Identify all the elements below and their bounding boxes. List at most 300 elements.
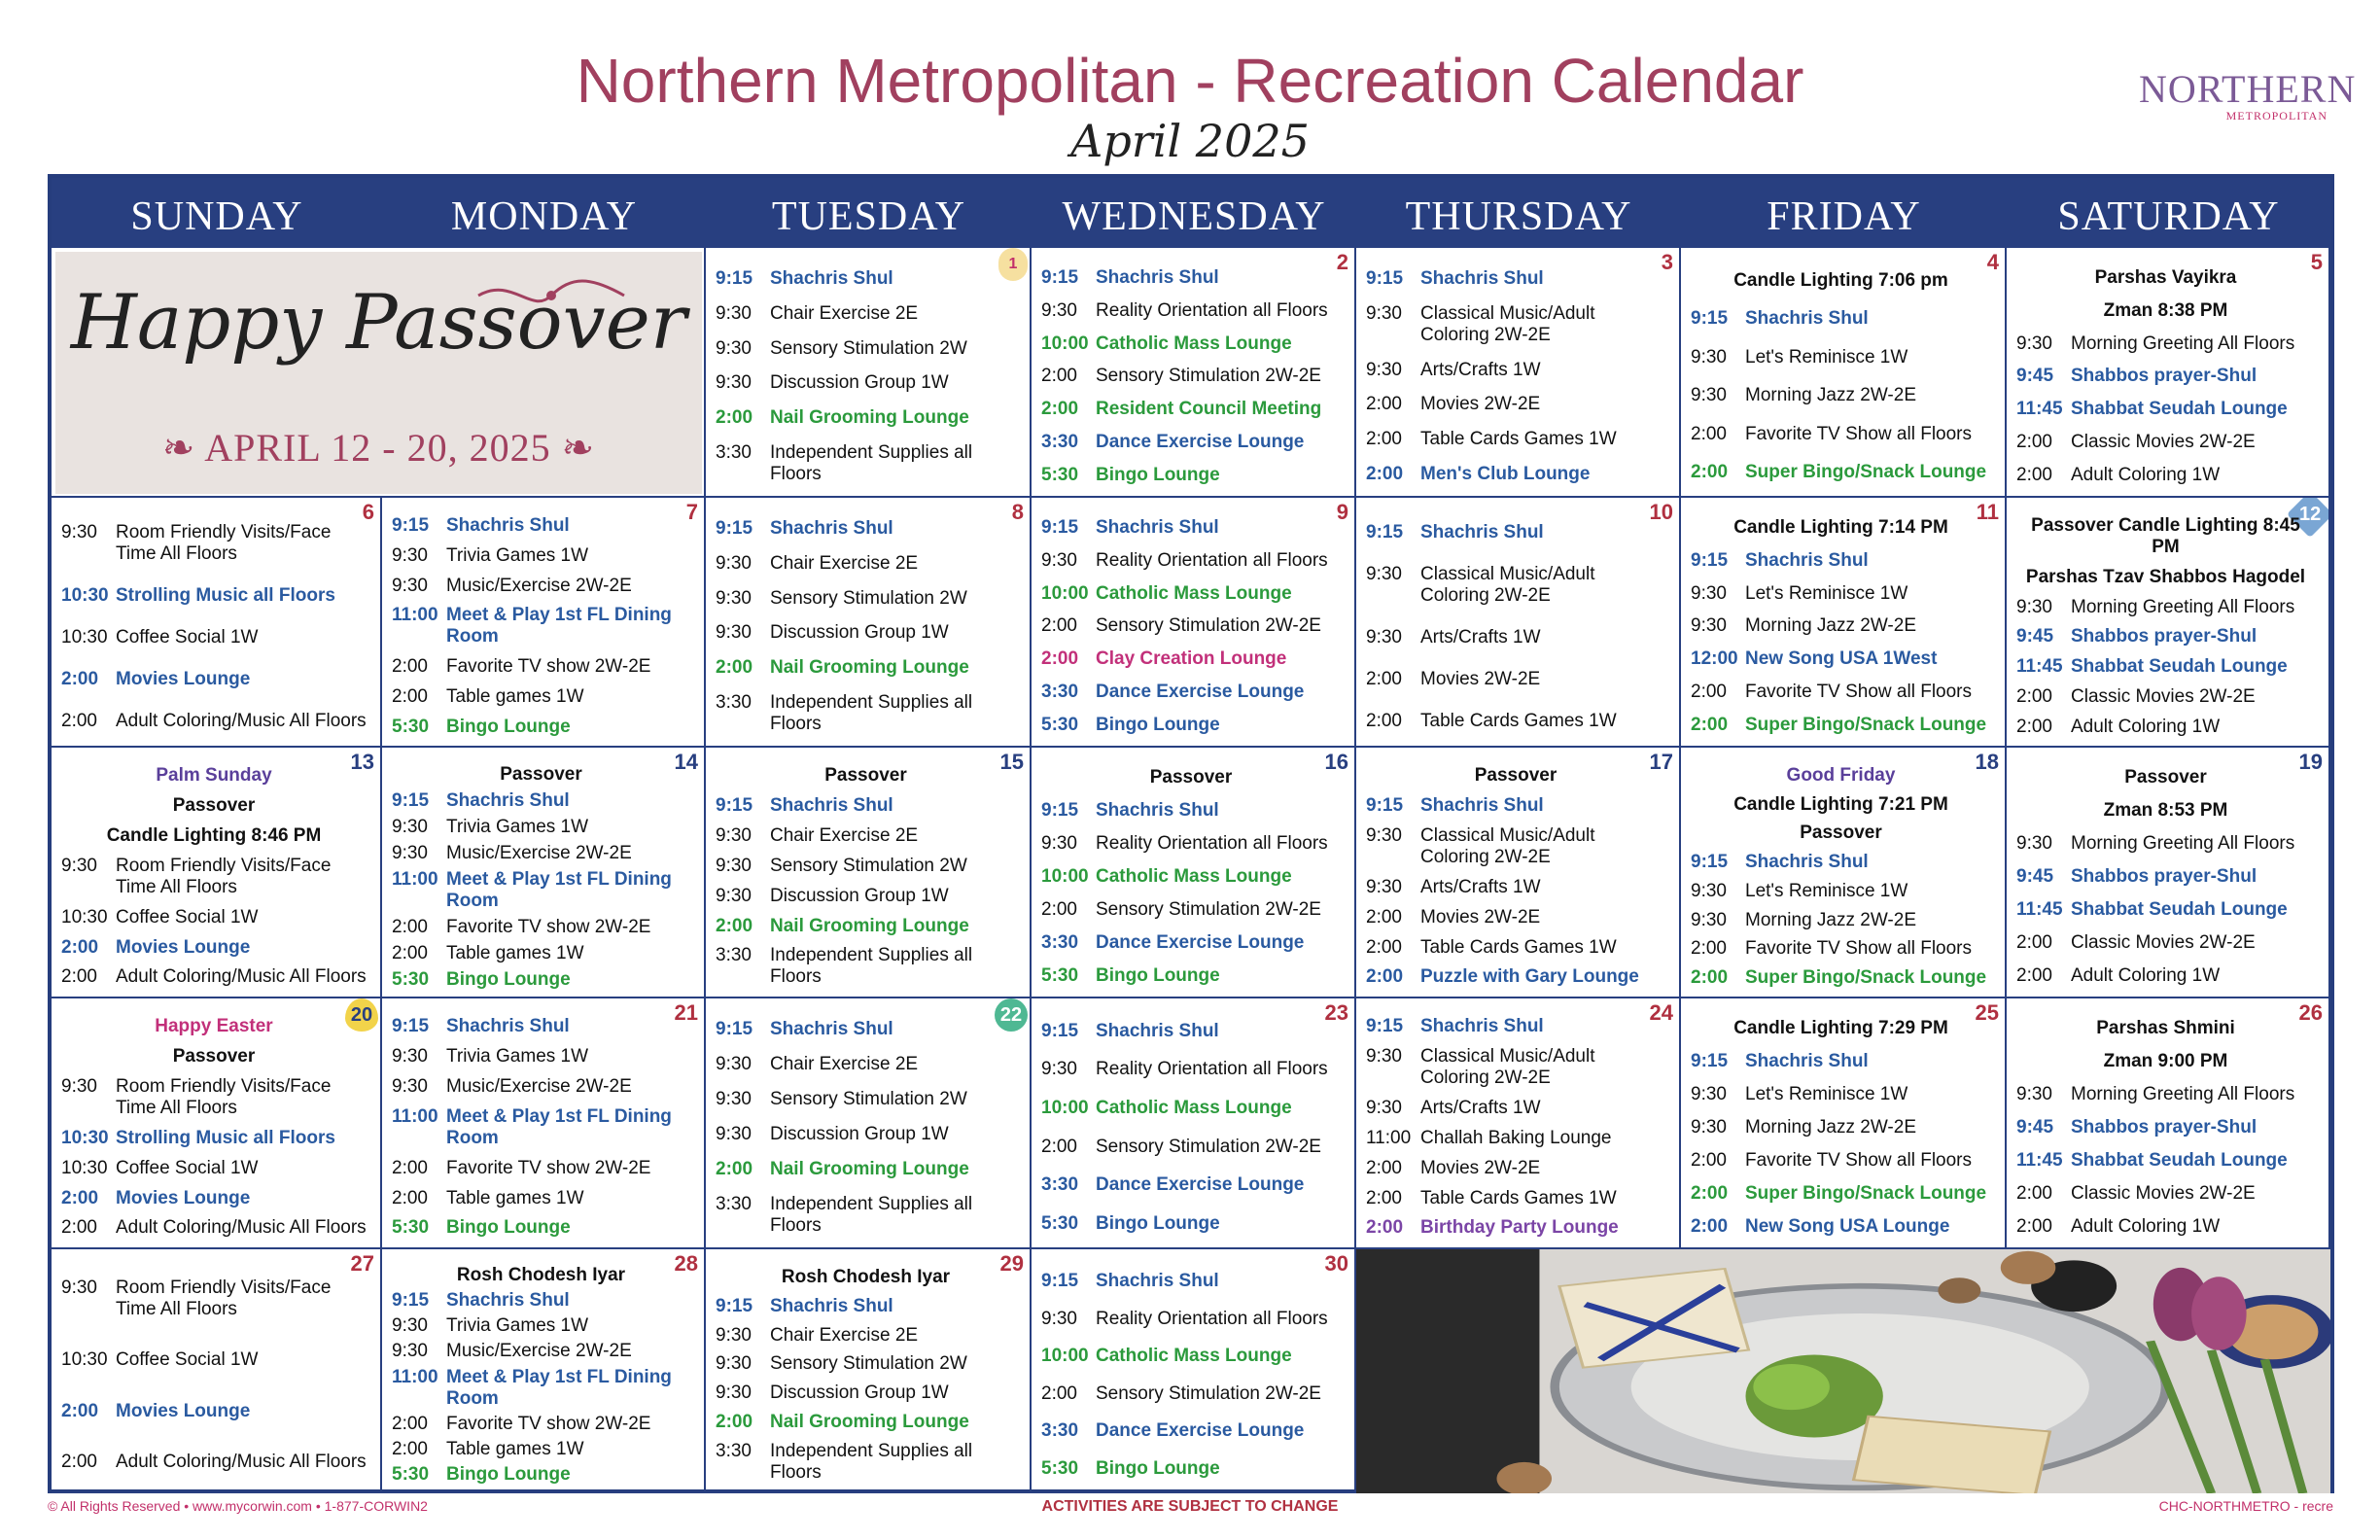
event-item [716, 1325, 1016, 1347]
event-time: 3:30 [1041, 682, 1079, 703]
event-item [716, 945, 1016, 988]
event-activity: Nail Grooming Lounge [770, 1412, 969, 1433]
event-item [1041, 1021, 1341, 1042]
cell-heading: Candle Lighting 7:21 PM [1733, 793, 1948, 815]
event-activity: Favorite TV Show all Floors [1745, 682, 1973, 703]
event-time: 2:00 [1366, 966, 1404, 988]
event-time: 2:00 [1366, 1187, 1402, 1208]
event-time: 10:00 [1041, 332, 1089, 354]
event-activity: Bingo Lounge [446, 1463, 571, 1485]
event-activity: Sensory Stimulation 2W-2E [1096, 899, 1321, 920]
event-item [392, 843, 690, 864]
day-cell-15 [706, 748, 1032, 998]
event-item [716, 518, 1016, 540]
event-item [716, 1054, 1016, 1075]
event-time: 2:00 [1691, 682, 1727, 703]
event-activity: Reality Orientation all Floors [1096, 1059, 1328, 1080]
event-item [392, 1016, 690, 1037]
event-activity: Shabbat Seudah Lounge [2071, 656, 2288, 678]
event-activity: Table Cards Games 1W [1420, 710, 1617, 731]
event-activity: Table games 1W [446, 942, 584, 963]
event-activity: Movies Lounge [116, 668, 251, 689]
cell-content [2016, 761, 2315, 993]
event-item [716, 1441, 1016, 1484]
cell-heading: Passover [172, 1046, 256, 1068]
event-item [2016, 1183, 2315, 1205]
event-time: 9:15 [1366, 521, 1404, 542]
event-activity: Shabbat Seudah Lounge [2071, 1150, 2288, 1171]
event-time: 2:00 [1041, 899, 1077, 920]
event-item [392, 656, 690, 678]
event-activity: Resident Council Meeting [1096, 399, 1322, 420]
event-time: 11:00 [1366, 1127, 1412, 1148]
event-time: 3:30 [1041, 1420, 1079, 1442]
weekday-saturday: SATURDAY [2057, 194, 2280, 239]
event-activity: Shachris Shul [446, 515, 570, 537]
event-activity: Classic Movies 2W-2E [2071, 685, 2256, 707]
event-time: 9:15 [1041, 800, 1079, 821]
event-time: 2:00 [1366, 668, 1402, 689]
event-activity: Shachris Shul [1745, 1051, 1869, 1071]
event-activity: Adult Coloring/Music All Floors [116, 1451, 367, 1472]
cell-content [1691, 761, 1991, 993]
event-item [1366, 303, 1665, 346]
event-item [392, 515, 690, 537]
event-activity: Shabbos prayer-Shul [2071, 1117, 2258, 1138]
event-activity: Sensory Stimulation 2W [770, 1353, 967, 1375]
event-item [61, 1349, 367, 1371]
event-activity: Classical Music/Adult Coloring 2W-2E [1420, 302, 1595, 345]
event-activity: Music/Exercise 2W-2E [446, 1076, 632, 1098]
event-activity: Movies 2W-2E [1420, 1157, 1541, 1178]
cell-content [61, 511, 367, 742]
event-time: 9:15 [392, 789, 430, 811]
event-item [1041, 1383, 1341, 1405]
event-activity: Let's Reminisce 1W [1745, 582, 1908, 604]
date-number: 9 [1336, 500, 1348, 524]
event-activity: Adult Coloring/Music All Floors [116, 710, 367, 731]
event-item [61, 585, 367, 607]
event-activity: Classical Music/Adult Coloring 2W-2E [1420, 1046, 1595, 1089]
egg-date-badge-icon: 20 [345, 998, 378, 1032]
event-activity: Meet & Play 1st FL Dining Room [446, 605, 672, 648]
event-item [392, 605, 690, 648]
event-activity: Trivia Games 1W [446, 545, 589, 567]
event-activity: Sensory Stimulation 2W-2E [1096, 1136, 1321, 1157]
event-item [392, 717, 690, 738]
event-item [392, 1217, 690, 1239]
date-number: 21 [674, 1000, 698, 1025]
event-item [1366, 1158, 1665, 1179]
event-activity: Shachris Shul [1096, 266, 1219, 288]
event-activity: Super Bingo/Snack Lounge [1745, 714, 1987, 735]
event-item [1041, 615, 1341, 637]
event-time: 10:30 [61, 1127, 109, 1148]
day-cell-22 [706, 998, 1032, 1249]
event-time: 2:00 [1366, 1217, 1404, 1239]
event-item [716, 407, 1016, 429]
event-activity: Nail Grooming Lounge [770, 915, 969, 936]
event-time: 2:00 [1366, 1157, 1402, 1178]
event-activity: Meet & Play 1st FL Dining Room [446, 1105, 672, 1148]
event-time: 2:00 [1691, 1216, 1729, 1237]
event-activity: Room Friendly Visits/Face Time All Floors [116, 1076, 332, 1119]
event-time: 11:00 [392, 605, 438, 626]
weekday-friday: FRIDAY [1767, 194, 1921, 239]
cell-heading: Rosh Chodesh Iyar [781, 1266, 951, 1287]
event-time: 9:30 [392, 545, 428, 567]
event-time: 10:30 [61, 626, 108, 648]
event-activity: Chair Exercise 2E [770, 302, 919, 324]
event-activity: Shachris Shul [1745, 852, 1869, 873]
event-item [392, 1414, 690, 1435]
event-time: 9:30 [392, 1315, 428, 1337]
event-activity: Catholic Mass Lounge [1096, 582, 1292, 604]
day-cell-13 [52, 748, 382, 998]
cell-heading: Candle Lighting 7:06 pm [1733, 269, 1948, 291]
event-activity: Nail Grooming Lounge [770, 1159, 969, 1179]
event-time: 9:30 [1366, 359, 1402, 380]
cell-content [1041, 262, 1341, 492]
event-activity: Discussion Group 1W [770, 1382, 949, 1404]
event-item [716, 916, 1016, 937]
cell-heading: Good Friday [1786, 764, 1896, 786]
day-cell-14 [382, 748, 706, 998]
weekday-sunday: SUNDAY [130, 194, 303, 239]
event-item [1691, 424, 1991, 445]
event-item [392, 1341, 690, 1362]
seder-table-illustration [1356, 1249, 2330, 1493]
cell-content [2016, 1012, 2315, 1243]
event-time: 2:00 [2016, 685, 2052, 707]
event-time: 9:30 [1366, 302, 1402, 324]
event-item [392, 1315, 690, 1337]
event-item [1366, 966, 1665, 988]
event-item [61, 1278, 367, 1320]
event-item [1366, 268, 1665, 290]
event-time: 5:30 [1041, 965, 1079, 986]
date-number: 24 [1649, 1000, 1673, 1025]
event-time: 11:00 [392, 1105, 438, 1127]
event-item [1691, 1051, 1991, 1072]
event-activity: Table games 1W [446, 1187, 584, 1208]
event-activity: Trivia Games 1W [446, 816, 589, 837]
event-activity: Table Cards Games 1W [1420, 936, 1617, 958]
event-time: 9:15 [1691, 852, 1729, 873]
event-item [1041, 432, 1341, 453]
event-time: 10:30 [61, 1157, 108, 1178]
event-item [716, 622, 1016, 644]
event-item [1366, 564, 1665, 607]
cell-heading: Passover [824, 765, 907, 787]
event-item [2016, 932, 2315, 954]
event-item [1041, 1098, 1341, 1119]
day-cell-5 [2007, 248, 2330, 498]
cell-content [61, 1012, 367, 1243]
event-item [61, 669, 367, 690]
event-activity: Discussion Group 1W [770, 372, 949, 394]
event-time: 2:00 [61, 1451, 97, 1472]
event-activity: Discussion Group 1W [770, 885, 949, 906]
day-cell-6 [52, 498, 382, 748]
event-time: 9:15 [1041, 1271, 1079, 1292]
event-time: 9:30 [716, 825, 752, 847]
event-item [1691, 967, 1991, 989]
northern-logo [2139, 67, 2357, 124]
event-time: 2:00 [1041, 1382, 1077, 1404]
calendar-grid [48, 174, 2334, 1493]
event-item [2016, 1150, 2315, 1172]
event-item [716, 1353, 1016, 1375]
event-time: 9:30 [1366, 1046, 1402, 1068]
cell-content [1041, 511, 1341, 742]
event-time: 9:30 [1366, 626, 1402, 648]
logo-sub: METROPOLITAN [2225, 109, 2328, 122]
cell-content [716, 1263, 1016, 1488]
event-time: 10:00 [1041, 1346, 1089, 1367]
event-item [392, 1439, 690, 1460]
event-activity: Super Bingo/Snack Lounge [1745, 967, 1987, 989]
event-time: 2:00 [716, 657, 753, 679]
event-time: 9:30 [1691, 582, 1727, 604]
cell-content [716, 511, 1016, 742]
event-activity: Shachris Shul [1745, 549, 1869, 571]
event-activity: Shachris Shul [770, 1019, 893, 1039]
event-time: 9:30 [1691, 346, 1727, 368]
cell-heading: Candle Lighting 8:46 PM [106, 825, 322, 847]
event-item [1691, 682, 1991, 703]
event-item [1366, 627, 1665, 648]
event-item [61, 627, 367, 648]
date-number: 14 [674, 750, 698, 774]
cell-content [392, 511, 690, 742]
event-activity: Shachris Shul [446, 1290, 570, 1312]
event-activity: Movies 2W-2E [1420, 394, 1541, 415]
event-time: 2:00 [1366, 394, 1402, 415]
event-activity: Strolling Music all Floors [116, 1127, 335, 1148]
event-time: 9:30 [61, 1076, 97, 1098]
event-item [2016, 686, 2315, 708]
day-cell-18 [1681, 748, 2007, 998]
event-time: 5:30 [392, 1463, 430, 1485]
event-activity: Dance Exercise Lounge [1096, 932, 1305, 953]
event-item [1366, 1016, 1665, 1037]
event-activity: Morning Jazz 2W-2E [1745, 1117, 1916, 1138]
event-activity: Arts/Crafts 1W [1420, 359, 1541, 380]
day-cell-8 [706, 498, 1032, 748]
event-item [1366, 394, 1665, 415]
event-activity: Table games 1W [446, 685, 584, 707]
event-item [2016, 432, 2315, 453]
event-time: 9:30 [392, 842, 428, 863]
event-time: 9:30 [392, 816, 428, 837]
cell-content [1366, 761, 1665, 993]
event-activity: Shachris Shul [1420, 795, 1544, 817]
event-item [1041, 1137, 1341, 1158]
event-item [61, 1128, 367, 1149]
event-time: 2:00 [61, 668, 99, 689]
event-time: 5:30 [1041, 714, 1079, 735]
day-cell-4 [1681, 248, 2007, 498]
event-activity: Shachris Shul [770, 267, 893, 289]
cell-content [716, 761, 1016, 993]
event-item [1366, 937, 1665, 959]
event-time: 10:30 [61, 584, 109, 606]
event-activity: Bingo Lounge [1096, 1457, 1220, 1479]
event-item [61, 1158, 367, 1179]
event-time: 9:30 [2016, 596, 2052, 617]
event-activity: Bingo Lounge [1096, 464, 1220, 485]
day-cell-2 [1032, 248, 1356, 498]
event-activity: Table Cards Games 1W [1420, 429, 1617, 450]
event-time: 2:00 [1691, 1150, 1727, 1171]
event-item [2016, 1216, 2315, 1238]
event-item [2016, 899, 2315, 921]
day-cell-26 [2007, 998, 2330, 1249]
event-item [716, 372, 1016, 394]
date-number: 11 [1976, 500, 1999, 524]
event-time: 9:30 [716, 372, 752, 394]
event-time: 9:30 [1041, 1308, 1077, 1329]
date-number: 4 [1986, 250, 1999, 274]
event-activity: Puzzle with Gary Lounge [1420, 966, 1639, 988]
event-item [2016, 1084, 2315, 1105]
event-activity: Morning Jazz 2W-2E [1745, 615, 1916, 637]
event-time: 3:30 [716, 442, 752, 464]
event-activity: Bingo Lounge [1096, 1213, 1220, 1235]
event-item [1366, 464, 1665, 485]
event-item [716, 1124, 1016, 1145]
event-activity: Clay Creation Lounge [1096, 648, 1287, 670]
event-time: 11:00 [392, 1366, 438, 1387]
date-number: 19 [2298, 750, 2323, 774]
event-item [1041, 682, 1341, 703]
event-time: 9:30 [1041, 549, 1077, 571]
date-number: 15 [999, 750, 1024, 774]
event-activity: Independent Supplies all Floors [770, 945, 973, 988]
event-item [716, 268, 1016, 290]
event-item [1041, 833, 1341, 855]
event-item [1366, 795, 1665, 817]
cell-heading: Zman 8:38 PM [2103, 299, 2228, 321]
event-time: 11:45 [2016, 656, 2063, 678]
event-item [1366, 429, 1665, 450]
event-time: 2:00 [1691, 714, 1729, 735]
event-activity: Shabbos prayer-Shul [2071, 366, 2258, 387]
event-item [716, 338, 1016, 360]
event-time: 2:00 [61, 1187, 99, 1208]
event-time: 9:45 [2016, 626, 2054, 648]
event-time: 5:30 [1041, 1213, 1079, 1235]
event-time: 9:30 [1041, 833, 1077, 854]
event-activity: Shabbat Seudah Lounge [2071, 399, 2288, 420]
event-item [1691, 615, 1991, 637]
event-time: 9:15 [392, 1016, 430, 1037]
date-number: 2 [1336, 250, 1348, 274]
event-time: 3:30 [716, 945, 752, 966]
cell-heading: Candle Lighting 7:29 PM [1733, 1018, 1948, 1038]
event-item [1041, 1309, 1341, 1330]
event-activity: Movies 2W-2E [1420, 668, 1541, 689]
event-activity: Strolling Music all Floors [116, 584, 335, 606]
event-activity: Reality Orientation all Floors [1096, 833, 1328, 854]
event-item [392, 869, 690, 912]
event-time: 3:30 [716, 1194, 752, 1214]
event-activity: Adult Coloring 1W [2071, 965, 2221, 986]
event-time: 2:00 [61, 936, 99, 958]
event-time: 9:30 [392, 575, 428, 596]
event-time: 5:30 [1041, 464, 1079, 485]
day-cell-16 [1032, 748, 1356, 998]
event-time: 2:00 [716, 1159, 753, 1179]
event-item [1366, 907, 1665, 928]
event-item [2016, 965, 2315, 987]
day-cell-24 [1356, 998, 1681, 1249]
cell-content [392, 761, 690, 993]
event-time: 2:00 [1366, 464, 1404, 485]
cell-content [1041, 761, 1341, 993]
banner-dates [55, 425, 702, 471]
event-item [392, 576, 690, 597]
event-activity: Movies Lounge [116, 936, 251, 958]
event-item [1041, 899, 1341, 921]
event-time: 2:00 [2016, 1216, 2052, 1237]
event-activity: Sensory Stimulation 2W-2E [1096, 1382, 1321, 1404]
event-time: 2:00 [61, 1217, 97, 1239]
event-time: 2:00 [716, 1412, 753, 1433]
event-activity: Catholic Mass Lounge [1096, 866, 1292, 887]
event-item [1366, 1128, 1665, 1149]
event-activity: Challah Baking Lounge [1420, 1127, 1612, 1148]
event-time: 2:00 [716, 407, 753, 429]
event-time: 9:15 [1366, 1016, 1404, 1037]
event-item [1691, 385, 1991, 406]
event-item [2016, 866, 2315, 888]
day-cell-20 [52, 998, 382, 1249]
day-cell-7 [382, 498, 706, 748]
cell-heading: Happy Easter [155, 1016, 273, 1037]
date-number: 17 [1649, 750, 1673, 774]
event-activity: Sensory Stimulation 2W [770, 855, 967, 876]
event-item [716, 825, 1016, 847]
day-cells [52, 248, 2330, 1489]
event-time: 9:15 [1041, 516, 1079, 538]
date-number: 16 [1324, 750, 1348, 774]
event-time: 2:00 [2016, 965, 2052, 986]
footer-code: CHC-NORTHMETRO - recre [2158, 1498, 2333, 1514]
event-activity: Shabbos prayer-Shul [2071, 866, 2258, 887]
date-number: 13 [350, 750, 374, 774]
event-activity: Adult Coloring 1W [2071, 464, 2221, 485]
event-activity: Favorite TV Show all Floors [1745, 1150, 1973, 1171]
event-item [61, 1452, 367, 1473]
event-activity: Coffee Social 1W [116, 1349, 259, 1371]
cell-heading: Passover [1149, 767, 1233, 788]
event-time: 2:00 [1366, 936, 1402, 958]
event-time: 9:15 [392, 515, 430, 537]
event-time: 9:30 [1691, 615, 1727, 637]
event-time: 9:30 [716, 587, 752, 609]
date-number: 26 [2298, 1000, 2323, 1025]
event-activity: Reality Orientation all Floors [1096, 1308, 1328, 1329]
event-time: 9:30 [2016, 1084, 2052, 1104]
event-activity: Sensory Stimulation 2W-2E [1096, 366, 1321, 387]
event-item [392, 1158, 690, 1179]
event-activity: Coffee Social 1W [116, 1157, 259, 1178]
event-time: 9:30 [716, 337, 752, 359]
event-item [392, 1290, 690, 1312]
event-time: 2:00 [1366, 710, 1402, 731]
